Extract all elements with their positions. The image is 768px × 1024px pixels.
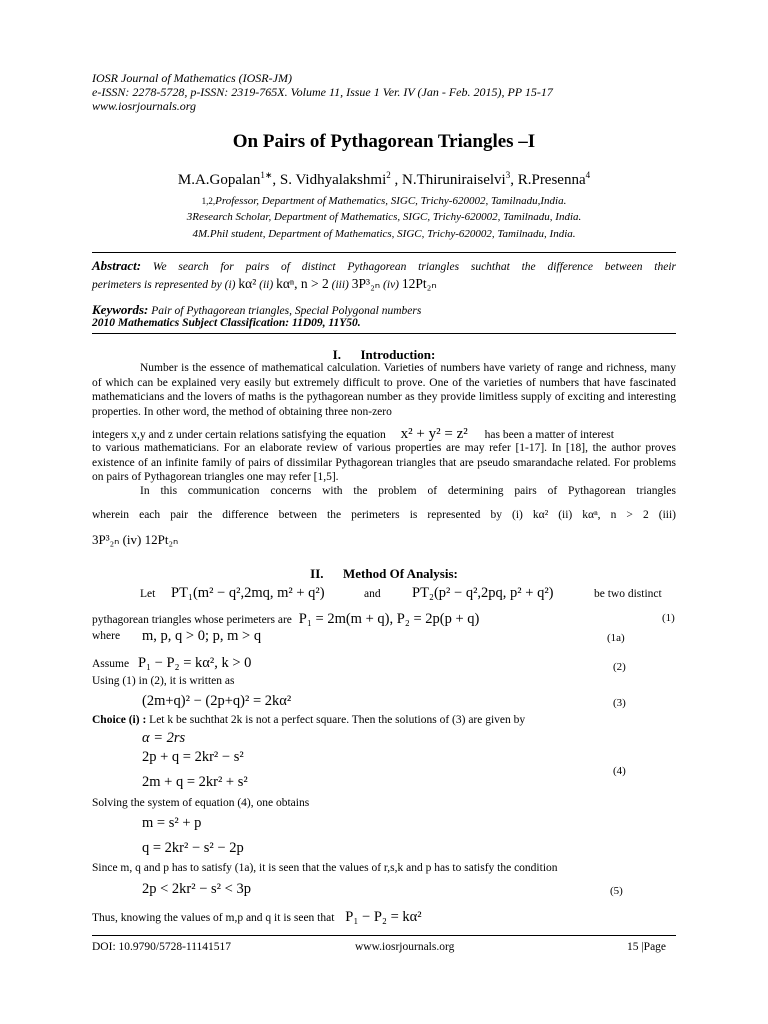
- section-heading: [0, 566, 768, 582]
- body-text: Thus, knowing the values of m,p and q it is seen that: [92, 912, 335, 924]
- author-marker: 4: [585, 170, 591, 180]
- author-list: [0, 172, 768, 189]
- assume-line: [92, 655, 676, 672]
- journal-site: www.iosrjournals.org: [92, 99, 197, 113]
- author-marker: 2: [386, 170, 391, 180]
- math-expr: kα²: [238, 276, 257, 291]
- abstract-text: (iv): [380, 279, 402, 291]
- author-marker: 3: [505, 170, 511, 180]
- math-expr: 12Pt₂ₙ: [401, 276, 437, 291]
- equation-number: (3): [613, 697, 626, 709]
- affiliation-prefix: 1,2,: [201, 196, 216, 206]
- section-number: II.: [310, 566, 324, 581]
- footer-page: 15 |Page: [627, 941, 667, 953]
- body-text: be two distinct: [594, 588, 662, 600]
- math-expr: kαⁿ, n > 2: [276, 276, 329, 291]
- affiliation-line: [0, 194, 768, 208]
- thus-line: [92, 909, 676, 926]
- author-name: , R.Presenna: [510, 172, 586, 188]
- body-text: Assume: [92, 658, 130, 670]
- section-title: Introduction:: [360, 347, 436, 362]
- keywords-label: Keywords:: [92, 302, 149, 317]
- footer-divider: [92, 935, 676, 936]
- keywords-text: Pair of Pythagorean triangles, Special Polygonal numbers: [148, 305, 422, 317]
- math-expr: 3P³₂ₙ: [351, 276, 381, 291]
- choice-line: [92, 714, 676, 726]
- journal-name: IOSR Journal of Mathematics (IOSR-JM): [92, 71, 292, 85]
- abstract-text: (iii): [328, 279, 352, 291]
- intro-paragraph: In this communication concerns with the problem of determining pairs of Pythagorean triangles: [140, 485, 676, 497]
- intro-paragraph: Number is the essence of mathematical calculation. Varieties of numbers have variety of range and richness, many of which can be explained very easily but extremely difficult to prove. One of the varieties of numbers that have fascinated mathematicians and the lovers of maths is the pythagorean number as they provide limitless supply of exciting and interesting properties. In other word, the method of obtaining three non-zero: [92, 362, 676, 418]
- condition-equation: 2p < 2kr² − s² < 3p: [142, 881, 251, 897]
- affiliation-text: Professor, Department of Mathematics, SIGC, Trichy-620002, Tamilnadu,India.: [215, 195, 567, 207]
- choice-label: Choice (i) :: [92, 714, 147, 726]
- intro-paragraph: wherein each pair the difference between the perimeters is represented by (i) kα² (ii) kαⁿ, n > 2 (iii): [92, 509, 676, 521]
- equation-number: (1a): [607, 632, 625, 644]
- equation-3: (2m+q)² − (2p+q)² = 2kα²: [142, 693, 292, 709]
- paper-title: On Pairs of Pythagorean Triangles –I: [232, 131, 536, 152]
- intro-line: 3P³₂ₙ (iv) 12Pt₂ₙ: [92, 532, 179, 547]
- q-equation: q = 2kr² − s² − 2p: [142, 840, 244, 856]
- math-expr: P₁ = 2m(m + q), P₂ = 2p(p + q): [298, 611, 480, 627]
- abstract-text: We search for pairs of distinct Pythagorean triangles suchthat the difference between their: [141, 261, 676, 273]
- m-equation: m = s² + p: [142, 815, 202, 831]
- body-text: pythagorean triangles whose perimeters are: [92, 614, 292, 626]
- keywords: [92, 302, 421, 318]
- equation-number: (5): [610, 885, 623, 897]
- equation-number: (2): [613, 661, 626, 673]
- author-name: , S. Vidhyalakshmi: [272, 172, 387, 188]
- affiliation-text: Department of Mathematics, SIGC, Trichy-620002, Tamilnadu, India.: [271, 211, 582, 223]
- equation-number: (1): [662, 612, 675, 624]
- divider: [92, 252, 676, 253]
- author-marker: 1∗: [260, 170, 273, 180]
- abstract: [92, 259, 676, 292]
- abstract-text: (ii): [256, 279, 277, 291]
- body-text: Let k be suchthat 2k is not a perfect square. Then the solutions of (3) are given by: [146, 714, 526, 726]
- body-text: Using (1) in (2), it is written as: [92, 675, 235, 687]
- body-text: and: [364, 588, 381, 600]
- math-expr: PT₁(m² − q²,2mq, m² + q²): [171, 585, 325, 601]
- divider: [92, 333, 676, 334]
- affiliation-line: 4M.Phil student, Department of Mathematics, SIGC, Trichy-620002, Tamilnadu, India.: [192, 228, 576, 240]
- author-name: , N.Thiruniraiselvi: [390, 172, 506, 188]
- body-text: Let: [140, 588, 156, 600]
- section-number: I.: [332, 347, 341, 362]
- msc-classification: 2010 Mathematics Subject Classification: 11D09, 11Y50.: [92, 317, 361, 329]
- where-line: [92, 630, 676, 642]
- body-text: where: [92, 630, 121, 642]
- math-expr: PT₂(p² − q²,2pq, p² + q²): [412, 585, 554, 601]
- math-expr: m, p, q > 0; p, m > q: [142, 628, 262, 644]
- intro-paragraph: to various mathematicians. For an elaborate review of various properties are may refer [1-17]. In [18], the author proves existence of an infinite family of pairs of dissimilar Pythagorean triangles that are pseudo smarandache related. For problems on pairs of Pythagorean triangles one may refer [1,5].: [92, 442, 676, 483]
- alpha-equation: α = 2rs: [142, 730, 186, 746]
- footer-doi: DOI: 10.9790/5728-11141517: [92, 941, 232, 953]
- abstract-text: perimeters is represented by (i): [92, 279, 239, 291]
- body-text: has been a matter of interest: [484, 429, 614, 441]
- abstract-label: Abstract:: [92, 258, 142, 273]
- equation-number: (4): [613, 765, 626, 777]
- body-text: integers x,y and z under certain relations satisfying the equation: [92, 429, 386, 441]
- affiliation-line: [0, 210, 768, 224]
- footer-site: www.iosrjournals.org: [355, 941, 455, 953]
- math-expr: x² + y² = z²: [400, 426, 468, 442]
- system-equation: 2p + q = 2kr² − s²: [142, 749, 244, 765]
- system-equation: 2m + q = 2kr² + s²: [142, 774, 248, 790]
- body-text: Solving the system of equation (4), one obtains: [92, 797, 310, 809]
- section-title: Method Of Analysis:: [343, 566, 458, 581]
- journal-issn: e-ISSN: 2278-5728, p-ISSN: 2319-765X. Volume 11, Issue 1 Ver. IV (Jan - Feb. 2015), PP 15-17: [92, 85, 553, 99]
- body-text: Since m, q and p has to satisfy (1a), it is seen that the values of r,s,k and p has to satisfy the condition: [92, 862, 558, 874]
- math-expr: P₁ − P₂ = kα², k > 0: [137, 655, 252, 671]
- author-name: M.A.Gopalan: [177, 172, 261, 188]
- math-expr: P₁ − P₂ = kα²: [345, 909, 422, 925]
- perimeter-line: [92, 611, 676, 628]
- affiliation-prefix: 3Research Scholar,: [186, 211, 272, 223]
